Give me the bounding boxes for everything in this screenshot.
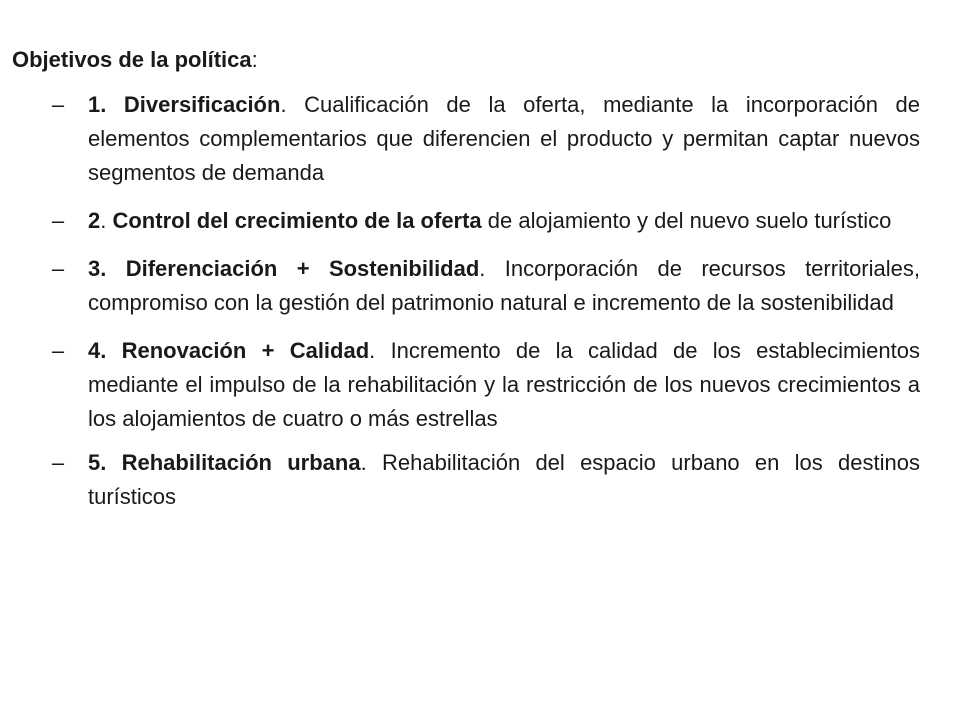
objective-title: 4. Renovación + Calidad — [88, 338, 370, 363]
objective-item-4 — [40, 334, 920, 436]
objective-item-1 — [40, 88, 920, 190]
objective-separator: . — [100, 208, 113, 233]
objective-text: Incorporación de recursos territoriales, compromiso con la gestión del patrimonio natural e incremento de la sostenibilidad — [88, 256, 920, 315]
objective-text: Cualificación de la oferta, mediante la incorporación de elementos complementarios que diferencien el producto y permitan captar nuevos segmentos de demanda — [88, 92, 920, 185]
objective-title: 3. Diferenciación + Sostenibilidad — [88, 256, 480, 281]
objective-number: 2 — [88, 208, 101, 233]
objective-title: Control del crecimiento de la oferta — [112, 208, 482, 233]
objective-separator: . — [479, 256, 505, 281]
objective-separator: . — [360, 450, 382, 475]
objectives-list — [40, 88, 920, 528]
objective-item-3 — [40, 252, 920, 320]
dash-bullet-icon: – — [51, 92, 65, 117]
dash-bullet-icon: – — [51, 450, 65, 475]
dash-bullet-icon: – — [51, 256, 65, 281]
objective-separator: . — [369, 338, 391, 363]
objective-text: Incremento de la calidad de los establecimientos mediante el impulso de la rehabilitación y la restricción de los nuevos crecimientos a los alojamientos de cuatro o más estrellas — [88, 338, 921, 431]
dash-bullet-icon: – — [51, 338, 65, 363]
objective-title: 5. Rehabilitación urbana — [88, 450, 361, 475]
objective-text: Rehabilitación del espacio urbano en los destinos turísticos — [88, 450, 920, 509]
objective-title: 1. Diversificación — [88, 92, 281, 117]
objective-item-2 — [40, 204, 920, 238]
heading-label: Objetivos de la política — [12, 47, 252, 72]
dash-bullet-icon: – — [51, 208, 65, 233]
objective-text: de alojamiento y del nuevo suelo turístico — [481, 208, 892, 233]
objective-separator: . — [280, 92, 305, 117]
section-heading — [12, 44, 258, 76]
objective-item-5 — [40, 446, 920, 514]
heading-colon: : — [251, 47, 258, 72]
